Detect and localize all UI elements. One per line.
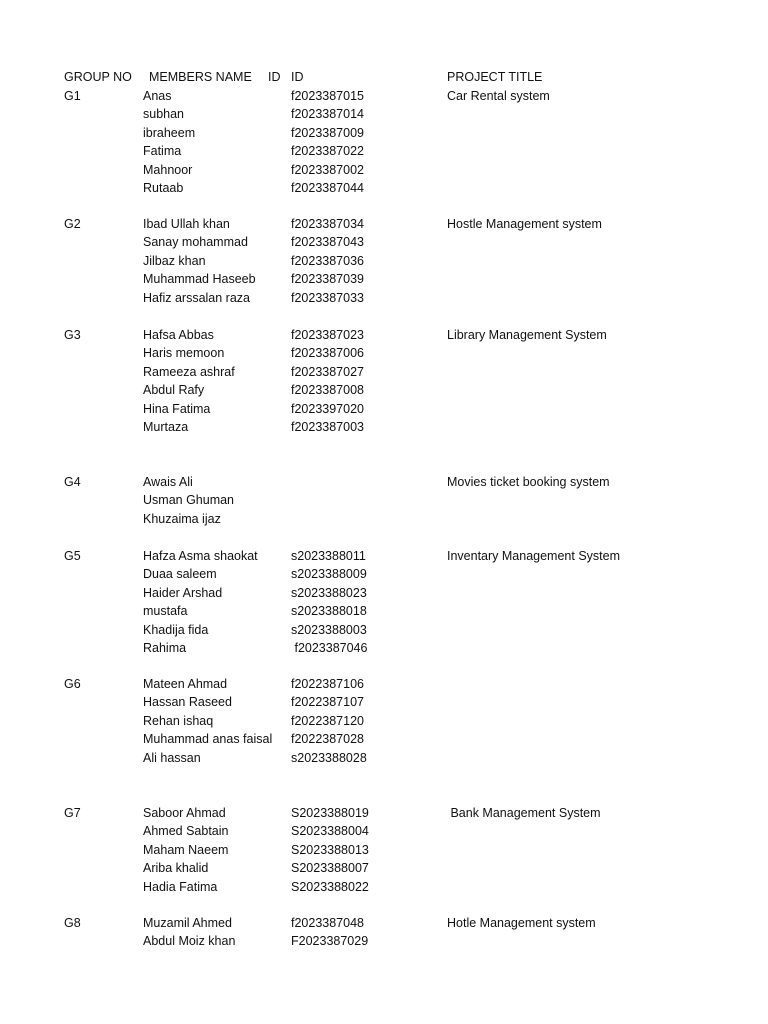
group-label: G1 xyxy=(64,89,81,103)
member-name: Hafiz arssalan raza xyxy=(143,291,250,305)
member-name: mustafa xyxy=(143,604,188,618)
member-name: Maham Naeem xyxy=(143,843,229,857)
member-name: Khuzaima ijaz xyxy=(143,512,221,526)
member-id: f2022387028 xyxy=(291,732,364,746)
group-label: G4 xyxy=(64,475,81,489)
group-label: G7 xyxy=(64,806,81,820)
member-name: Duaa saleem xyxy=(143,567,217,581)
member-name: Hassan Raseed xyxy=(143,695,232,709)
member-id: f2023387046 xyxy=(291,641,368,655)
group-label: G3 xyxy=(64,328,81,342)
member-id: F2023387029 xyxy=(291,934,369,948)
member-id: s2023388003 xyxy=(291,623,367,637)
group-label: G6 xyxy=(64,677,81,691)
member-id: f2023387044 xyxy=(291,181,364,195)
member-name: Fatima xyxy=(143,144,182,158)
member-name: Rehan ishaq xyxy=(143,714,214,728)
member-id: f2023387023 xyxy=(291,328,364,342)
member-id: S2023388019 xyxy=(291,806,369,820)
member-id: f2023387008 xyxy=(291,383,364,397)
member-id: f2023387009 xyxy=(291,126,364,140)
member-id: f2023387003 xyxy=(291,420,364,434)
header-id: ID xyxy=(291,70,304,84)
group-label: G5 xyxy=(64,549,81,563)
member-id: f2022387106 xyxy=(291,677,364,691)
member-id: f2023387002 xyxy=(291,163,364,177)
member-name: Muhammad anas faisal xyxy=(143,732,273,746)
member-name: Mateen Ahmad xyxy=(143,677,228,691)
project-title: Hostle Management system xyxy=(447,217,602,231)
member-name: Abdul Moiz khan xyxy=(143,934,236,948)
group-label: G2 xyxy=(64,217,81,231)
member-name: Muzamil Ahmed xyxy=(143,916,232,930)
member-id: s2023388009 xyxy=(291,567,367,581)
member-id: S2023388004 xyxy=(291,824,369,838)
member-name: Hafza Asma shaokat xyxy=(143,549,258,563)
member-name: Rameeza ashraf xyxy=(143,365,235,379)
member-name: ibraheem xyxy=(143,126,196,140)
member-id: S2023388022 xyxy=(291,880,369,894)
group-label: G8 xyxy=(64,916,81,930)
member-id: f2023387027 xyxy=(291,365,364,379)
member-name: Murtaza xyxy=(143,420,189,434)
member-name: Muhammad Haseeb xyxy=(143,272,256,286)
member-id: f2022387120 xyxy=(291,714,364,728)
member-name: Rahima xyxy=(143,641,187,655)
member-name: Ahmed Sabtain xyxy=(143,824,229,838)
member-name: Ariba khalid xyxy=(143,861,209,875)
header-id-extra: ID xyxy=(268,70,281,84)
member-name: Abdul Rafy xyxy=(143,383,205,397)
member-id: f2023387006 xyxy=(291,346,364,360)
member-id: f2022387107 xyxy=(291,695,364,709)
member-name: subhan xyxy=(143,107,185,121)
member-name: Mahnoor xyxy=(143,163,193,177)
member-name: Usman Ghuman xyxy=(143,493,235,507)
member-id: f2023387015 xyxy=(291,89,364,103)
member-name: Hadia Fatima xyxy=(143,880,218,894)
header-project-title: PROJECT TITLE xyxy=(447,70,543,84)
member-id: s2023388018 xyxy=(291,604,367,618)
member-id: s2023388028 xyxy=(291,751,367,765)
project-title: Library Management System xyxy=(447,328,607,342)
project-title: Inventary Management System xyxy=(447,549,620,563)
member-id: f2023387039 xyxy=(291,272,364,286)
member-name: Awais Ali xyxy=(143,475,193,489)
member-id: f2023387036 xyxy=(291,254,364,268)
header-members-name: MEMBERS NAME xyxy=(149,70,252,84)
member-name: Saboor Ahmad xyxy=(143,806,226,820)
member-name: Anas xyxy=(143,89,172,103)
project-title: Bank Management System xyxy=(447,806,601,820)
member-id: s2023388011 xyxy=(291,549,366,563)
header-group-no: GROUP NO xyxy=(64,70,132,84)
member-id: f2023387048 xyxy=(291,916,364,930)
member-name: Khadija fida xyxy=(143,623,209,637)
project-title: Car Rental system xyxy=(447,89,550,103)
member-id: f2023387014 xyxy=(291,107,364,121)
member-id: S2023388013 xyxy=(291,843,369,857)
member-name: Hafsa Abbas xyxy=(143,328,214,342)
member-id: f2023397020 xyxy=(291,402,364,416)
member-name: Jilbaz khan xyxy=(143,254,206,268)
project-title: Hotle Management system xyxy=(447,916,596,930)
project-title: Movies ticket booking system xyxy=(447,475,610,489)
member-id: s2023388023 xyxy=(291,586,367,600)
member-name: Hina Fatima xyxy=(143,402,211,416)
member-name: Ibad Ullah khan xyxy=(143,217,230,231)
member-id: f2023387022 xyxy=(291,144,364,158)
member-id: f2023387034 xyxy=(291,217,364,231)
member-name: Sanay mohammad xyxy=(143,235,248,249)
member-name: Ali hassan xyxy=(143,751,201,765)
member-id: f2023387043 xyxy=(291,235,364,249)
member-name: Haider Arshad xyxy=(143,586,223,600)
member-id: f2023387033 xyxy=(291,291,364,305)
member-name: Haris memoon xyxy=(143,346,225,360)
member-name: Rutaab xyxy=(143,181,184,195)
member-id: S2023388007 xyxy=(291,861,369,875)
